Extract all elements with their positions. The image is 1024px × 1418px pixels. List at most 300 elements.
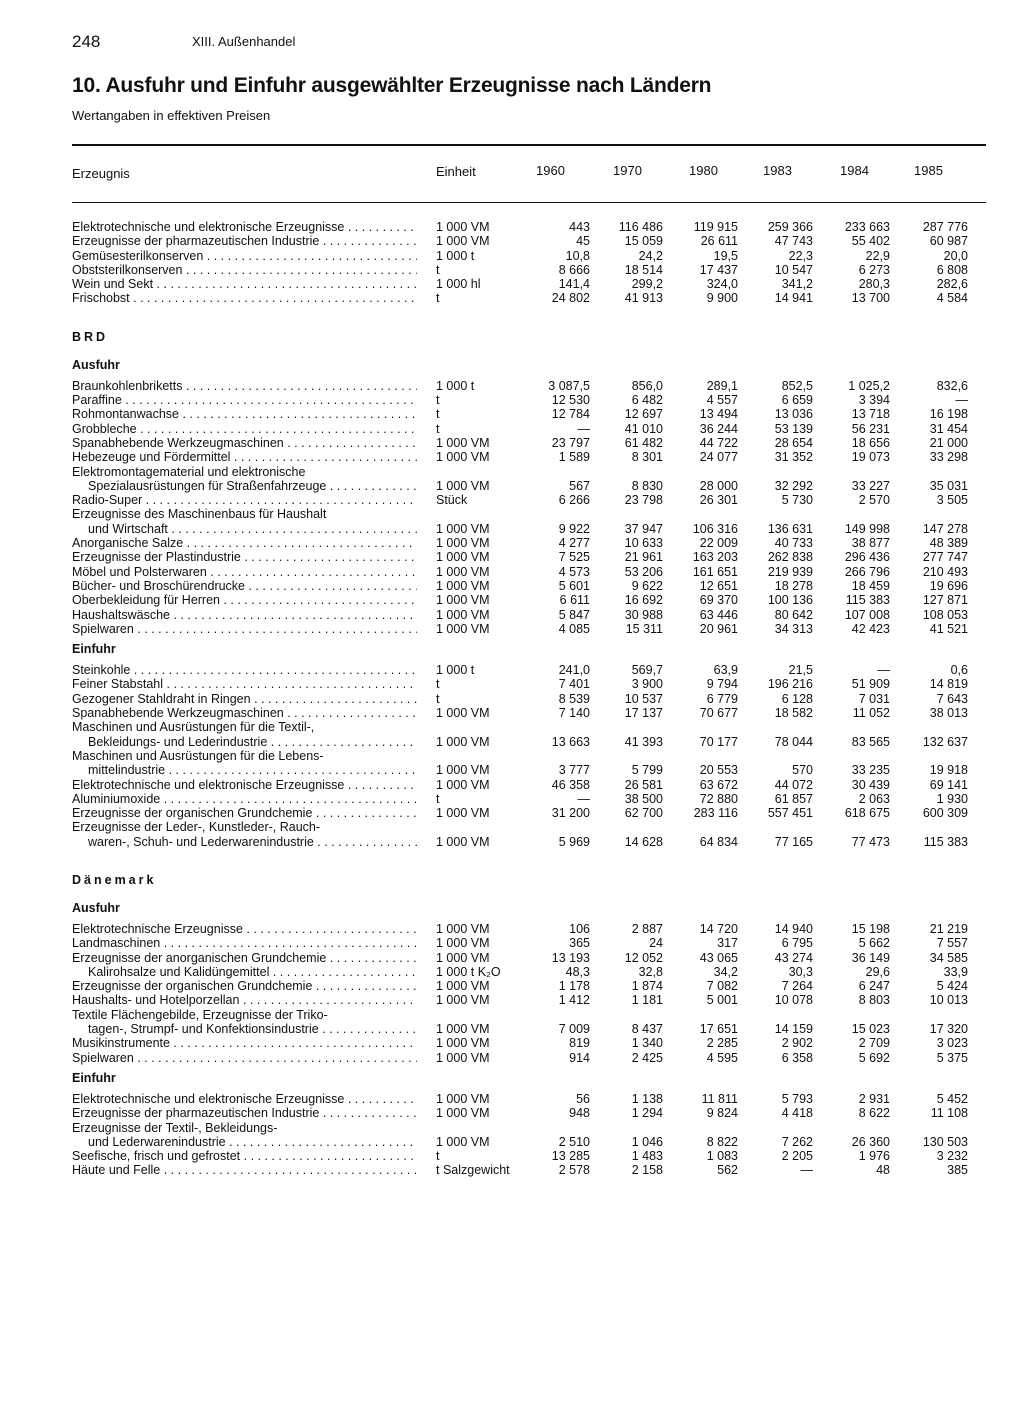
value-cell: 5 730: [781, 493, 813, 508]
unit-cell: 1 000 VM: [436, 536, 490, 551]
value-cell: 12 784: [551, 407, 590, 422]
value-cell: 567: [569, 478, 590, 493]
value-cell: 5 847: [558, 607, 590, 622]
value-cell: 116 486: [618, 220, 663, 234]
table-row: [0, 493, 1024, 507]
value-cell: 2 887: [631, 921, 663, 936]
product-label: Häute und Felle . . .: [72, 1163, 417, 1177]
value-cell: 38 013: [929, 706, 968, 721]
value-cell: 18 514: [624, 262, 663, 277]
column-header-1960: 1960: [536, 163, 565, 178]
value-cell: 9 922: [558, 521, 590, 536]
unit-cell: 1 000 VM: [436, 834, 490, 849]
value-cell: 1 930: [936, 791, 968, 806]
value-cell: 34,2: [713, 964, 738, 979]
table-row: [0, 749, 1024, 763]
value-cell: 30 439: [851, 777, 890, 792]
table-row: [0, 479, 1024, 493]
value-cell: 41 521: [929, 621, 968, 636]
value-cell: 280,3: [858, 277, 890, 292]
value-cell: 33 227: [851, 478, 890, 493]
value-cell: 10 078: [774, 993, 813, 1008]
value-cell: 5 375: [936, 1050, 968, 1065]
product-label: Frischobst . . .: [72, 291, 417, 305]
unit-cell: 1 000 t: [436, 663, 475, 678]
value-cell: 72 880: [699, 791, 738, 806]
value-cell: 69 141: [929, 777, 968, 792]
value-cell: 262 838: [767, 550, 813, 565]
value-cell: 11 108: [930, 1106, 968, 1121]
unit-cell: t: [436, 677, 440, 692]
value-cell: 7 262: [781, 1134, 813, 1149]
value-cell: 2 931: [858, 1091, 890, 1106]
value-cell: 4 584: [936, 291, 968, 306]
value-cell: —: [800, 1163, 813, 1178]
table-row: [0, 835, 1024, 849]
product-label: Seefische, frisch und gefrostet . . .: [72, 1149, 417, 1163]
product-label: Elektrotechnische und elektronische Erzeugnisse . . .: [72, 778, 417, 792]
value-cell: 557 451: [767, 806, 813, 821]
unit-cell: 1 000 VM: [436, 550, 490, 565]
unit-cell: 1 000 t: [436, 248, 475, 263]
product-label: waren-, Schuh- und Lederwarenindustrie . . .: [88, 835, 417, 849]
product-label: Erzeugnisse der Textil-, Bekleidungs-: [72, 1120, 278, 1135]
value-cell: 569,7: [631, 663, 663, 678]
spacer: [0, 849, 1024, 865]
value-cell: 18 582: [774, 706, 813, 721]
value-cell: 296 436: [844, 550, 890, 565]
value-cell: 47 743: [774, 234, 813, 249]
unit-cell: 1 000 VM: [436, 1106, 490, 1121]
unit-cell: 1 000 VM: [436, 806, 490, 821]
table-row: [0, 220, 1024, 234]
value-cell: 26 611: [700, 234, 738, 249]
value-cell: 7 557: [936, 936, 968, 951]
value-cell: 241,0: [558, 663, 590, 678]
value-cell: 10 633: [624, 536, 663, 551]
table-row: [0, 436, 1024, 450]
unit-cell: 1 000 t: [436, 378, 475, 393]
product-label: Bücher- und Broschürendrucke . . .: [72, 579, 417, 593]
value-cell: 33 235: [851, 763, 890, 778]
direction-name: Einfuhr: [72, 642, 116, 657]
value-cell: 7 525: [558, 550, 590, 565]
unit-cell: 1 000 VM: [436, 1036, 490, 1051]
column-header-erzeugnis: Erzeugnis: [72, 166, 130, 181]
product-label: Spielwaren . . .: [72, 1051, 417, 1065]
value-cell: 2 578: [558, 1163, 590, 1178]
value-cell: 0,6: [950, 663, 968, 678]
table-row: [0, 593, 1024, 607]
country-heading: [0, 865, 1024, 895]
value-cell: 15 023: [851, 1022, 890, 1037]
direction-heading: [0, 636, 1024, 663]
value-cell: 20 553: [699, 763, 738, 778]
value-cell: 210 493: [922, 564, 968, 579]
unit-cell: t: [436, 1149, 440, 1164]
unit-cell: 1 000 VM: [436, 435, 490, 450]
value-cell: 13 700: [851, 291, 890, 306]
table-row: [0, 1051, 1024, 1065]
unit-cell: 1 000 VM: [436, 1134, 490, 1149]
value-cell: 10,8: [565, 248, 590, 263]
column-header-1983: 1983: [763, 163, 792, 178]
value-cell: 63 446: [699, 607, 738, 622]
value-cell: 28 654: [774, 435, 813, 450]
product-label: Spielwaren . . .: [72, 622, 417, 636]
unit-cell: 1 000 VM: [436, 706, 490, 721]
unit-cell: 1 000 VM: [436, 734, 490, 749]
table-row: [0, 1106, 1024, 1120]
value-cell: 7 140: [558, 706, 590, 721]
value-cell: 55 402: [851, 234, 890, 249]
value-cell: 852,5: [781, 378, 813, 393]
product-label: Grobbleche . . .: [72, 422, 417, 436]
product-label: Rohmontanwachse . . .: [72, 407, 417, 421]
product-label: Oberbekleidung für Herren . . .: [72, 593, 417, 607]
value-cell: 8 301: [631, 450, 663, 465]
table-row: [0, 922, 1024, 936]
product-label: Haushaltswäsche . . .: [72, 608, 417, 622]
value-cell: 7 031: [858, 691, 890, 706]
direction-name: Ausfuhr: [72, 357, 120, 372]
value-cell: 56 231: [851, 421, 890, 436]
value-cell: 17 651: [699, 1022, 738, 1037]
unit-cell: 1 000 VM: [436, 763, 490, 778]
value-cell: 61 482: [624, 435, 663, 450]
product-label: Gemüsesterilkonserven . . .: [72, 249, 417, 263]
product-label: Braunkohlenbriketts . . .: [72, 379, 417, 393]
value-cell: 20 961: [699, 621, 738, 636]
value-cell: 600 309: [922, 806, 968, 821]
value-cell: 6 659: [781, 393, 813, 408]
value-cell: 6 482: [631, 393, 663, 408]
value-cell: 4 418: [781, 1106, 813, 1121]
value-cell: 443: [569, 220, 590, 234]
value-cell: 819: [569, 1036, 590, 1051]
value-cell: 6 273: [858, 262, 890, 277]
product-label: Bekleidungs- und Lederindustrie . . .: [88, 735, 417, 749]
value-cell: 14 940: [774, 921, 813, 936]
value-cell: 34 585: [929, 950, 968, 965]
value-cell: 10 547: [774, 262, 813, 277]
value-cell: 61 857: [774, 791, 813, 806]
value-cell: 19 696: [929, 578, 968, 593]
value-cell: 127 871: [922, 593, 968, 608]
value-cell: 7 643: [936, 691, 968, 706]
product-label: Erzeugnisse des Maschinenbaus für Haushalt: [72, 507, 327, 522]
value-cell: 149 998: [844, 521, 890, 536]
value-cell: 7 009: [558, 1022, 590, 1037]
value-cell: 6 779: [706, 691, 738, 706]
value-cell: 46 358: [551, 777, 590, 792]
value-cell: 106: [569, 921, 590, 936]
value-cell: 17 437: [699, 262, 738, 277]
value-cell: 22,9: [865, 248, 890, 263]
table-row: [0, 507, 1024, 521]
value-cell: 62 700: [624, 806, 663, 821]
value-cell: 14 941: [774, 291, 813, 306]
table-row: [0, 1036, 1024, 1050]
table-row: [0, 706, 1024, 720]
unit-cell: Stück: [436, 493, 468, 508]
value-cell: 266 796: [844, 564, 890, 579]
value-cell: 4 085: [558, 621, 590, 636]
value-cell: 18 278: [774, 578, 813, 593]
table-row: [0, 550, 1024, 564]
unit-cell: 1 000 VM: [436, 521, 490, 536]
value-cell: 6 128: [781, 691, 813, 706]
product-label: Anorganische Salze . . .: [72, 536, 417, 550]
unit-cell: 1 000 VM: [436, 593, 490, 608]
value-cell: —: [577, 421, 590, 436]
value-cell: 44 722: [699, 435, 738, 450]
direction-name: Ausfuhr: [72, 900, 120, 915]
value-cell: 141,4: [558, 277, 590, 292]
value-cell: 1 483: [631, 1149, 663, 1164]
value-cell: 3 777: [558, 763, 590, 778]
unit-cell: t: [436, 393, 440, 408]
value-cell: 5 692: [858, 1050, 890, 1065]
value-cell: 570: [792, 763, 813, 778]
value-cell: 1 025,2: [848, 378, 890, 393]
value-cell: 2 158: [631, 1163, 663, 1178]
value-cell: 100 136: [767, 593, 813, 608]
value-cell: 31 200: [551, 806, 590, 821]
value-cell: 115 383: [845, 593, 890, 608]
value-cell: 1 178: [558, 979, 590, 994]
unit-cell: 1 000 VM: [436, 1091, 490, 1106]
value-cell: 948: [569, 1106, 590, 1121]
value-cell: 219 939: [767, 564, 813, 579]
value-cell: 30,3: [788, 964, 813, 979]
product-label: Feiner Stabstahl . . .: [72, 677, 417, 691]
value-cell: 77 473: [851, 834, 890, 849]
value-cell: 12 651: [699, 578, 738, 593]
value-cell: 108 053: [922, 607, 968, 622]
value-cell: 5 793: [781, 1091, 813, 1106]
product-label: Haushalts- und Hotelporzellan . . .: [72, 993, 417, 1007]
spacer: [0, 306, 1024, 322]
value-cell: 69 370: [699, 593, 738, 608]
product-label: tagen-, Strumpf- und Konfektionsindustrie . . .: [88, 1022, 417, 1036]
value-cell: 5 662: [858, 936, 890, 951]
value-cell: 21,5: [788, 663, 813, 678]
column-header-1985: 1985: [914, 163, 943, 178]
value-cell: 14 159: [774, 1022, 813, 1037]
value-cell: 6 266: [558, 493, 590, 508]
value-cell: 2 510: [558, 1134, 590, 1149]
value-cell: 115 383: [923, 834, 968, 849]
value-cell: 26 360: [851, 1134, 890, 1149]
table-body: [0, 220, 1024, 1178]
product-label: Paraffine . . .: [72, 393, 417, 407]
value-cell: 10 537: [624, 691, 663, 706]
value-cell: 42 423: [851, 621, 890, 636]
value-cell: 7 264: [781, 979, 813, 994]
unit-cell: 1 000 VM: [436, 220, 490, 234]
value-cell: 63,9: [713, 663, 738, 678]
column-header-1970: 1970: [613, 163, 642, 178]
value-cell: 277 747: [922, 550, 968, 565]
value-cell: 18 656: [851, 435, 890, 450]
value-cell: 289,1: [706, 378, 738, 393]
table-row: [0, 393, 1024, 407]
unit-cell: 1 000 VM: [436, 993, 490, 1008]
section-title: XIII. Außenhandel: [192, 34, 296, 49]
value-cell: 33,9: [943, 964, 968, 979]
table-row: [0, 965, 1024, 979]
value-cell: 15 198: [851, 921, 890, 936]
header-rule: [72, 202, 986, 203]
value-cell: 9 900: [706, 291, 738, 306]
value-cell: 8 822: [706, 1134, 738, 1149]
value-cell: 2 570: [858, 493, 890, 508]
value-cell: 24 802: [551, 291, 590, 306]
value-cell: 18 459: [851, 578, 890, 593]
column-header-einheit: Einheit: [436, 164, 476, 179]
unit-cell: t: [436, 262, 440, 277]
value-cell: 1 589: [558, 450, 590, 465]
product-label: Spanabhebende Werkzeugmaschinen . . .: [72, 706, 417, 720]
value-cell: 21 219: [929, 921, 968, 936]
unit-cell: 1 000 VM: [436, 478, 490, 493]
value-cell: 13 494: [699, 407, 738, 422]
value-cell: 15 311: [625, 621, 663, 636]
unit-cell: t: [436, 291, 440, 306]
table-row: [0, 677, 1024, 691]
unit-cell: 1 000 VM: [436, 936, 490, 951]
value-cell: 36 244: [699, 421, 738, 436]
value-cell: 56: [576, 1091, 590, 1106]
value-cell: 70 677: [699, 706, 738, 721]
table-row: [0, 720, 1024, 734]
value-cell: 106 316: [692, 521, 738, 536]
table-row: [0, 407, 1024, 421]
value-cell: 6 247: [858, 979, 890, 994]
unit-cell: 1 000 VM: [436, 621, 490, 636]
value-cell: 365: [569, 936, 590, 951]
value-cell: 2 063: [858, 791, 890, 806]
value-cell: 34 313: [774, 621, 813, 636]
product-label: Maschinen und Ausrüstungen für die Textil-,: [72, 720, 315, 735]
value-cell: 7 082: [706, 979, 738, 994]
value-cell: 17 320: [929, 1022, 968, 1037]
value-cell: 1 083: [706, 1149, 738, 1164]
value-cell: 5 969: [558, 834, 590, 849]
unit-cell: 1 000 VM: [436, 607, 490, 622]
value-cell: 11 811: [701, 1091, 738, 1106]
value-cell: 36 149: [851, 950, 890, 965]
value-cell: 64 834: [699, 834, 738, 849]
table-row: [0, 291, 1024, 305]
value-cell: 9 794: [706, 677, 738, 692]
product-label: Landmaschinen . . .: [72, 936, 417, 950]
table-row: [0, 536, 1024, 550]
value-cell: 341,2: [781, 277, 813, 292]
value-cell: 77 165: [774, 834, 813, 849]
table-row: [0, 234, 1024, 248]
value-cell: 43 065: [699, 950, 738, 965]
value-cell: 8 622: [858, 1106, 890, 1121]
unit-cell: t: [436, 407, 440, 422]
value-cell: 4 573: [558, 564, 590, 579]
value-cell: 5 601: [558, 578, 590, 593]
product-label: Elektrotechnische Erzeugnisse . . .: [72, 922, 417, 936]
value-cell: 5 452: [936, 1091, 968, 1106]
table-row: [0, 465, 1024, 479]
value-cell: 13 285: [551, 1149, 590, 1164]
table-row: [0, 565, 1024, 579]
unit-cell: 1 000 VM: [436, 564, 490, 579]
product-label: Erzeugnisse der Leder-, Kunstleder-, Rauch-: [72, 820, 321, 835]
product-label: Erzeugnisse der organischen Grundchemie . . .: [72, 979, 417, 993]
value-cell: 259 366: [767, 220, 813, 234]
value-cell: 38 877: [851, 536, 890, 551]
value-cell: 24,2: [638, 248, 663, 263]
value-cell: 1 412: [558, 993, 590, 1008]
value-cell: 1 976: [858, 1149, 890, 1164]
direction-name: Einfuhr: [72, 1070, 116, 1085]
table-row: [0, 663, 1024, 677]
value-cell: 1 294: [631, 1106, 663, 1121]
product-label: Erzeugnisse der pharmazeutischen Industrie . . .: [72, 1106, 417, 1120]
value-cell: 31 352: [774, 450, 813, 465]
product-label: Radio-Super . . .: [72, 493, 417, 507]
country-name: BRD: [72, 329, 109, 344]
value-cell: 8 830: [631, 478, 663, 493]
country-heading: [0, 322, 1024, 352]
value-cell: 21 961: [624, 550, 663, 565]
value-cell: 2 709: [858, 1036, 890, 1051]
value-cell: 26 301: [699, 493, 738, 508]
unit-cell: t: [436, 691, 440, 706]
value-cell: 45: [576, 234, 590, 249]
product-label: Gezogener Stahldraht in Ringen . . .: [72, 692, 417, 706]
value-cell: 80 642: [774, 607, 813, 622]
value-cell: 287 776: [922, 220, 968, 234]
value-cell: 4 557: [706, 393, 738, 408]
value-cell: 26 581: [624, 777, 663, 792]
value-cell: 22 009: [699, 536, 738, 551]
value-cell: 8 803: [858, 993, 890, 1008]
value-cell: 41 010: [624, 421, 663, 436]
value-cell: 48: [876, 1163, 890, 1178]
value-cell: 14 819: [929, 677, 968, 692]
value-cell: 40 733: [774, 536, 813, 551]
value-cell: 2 205: [781, 1149, 813, 1164]
page-number: 248: [72, 32, 101, 51]
value-cell: 3 505: [936, 493, 968, 508]
table-row: [0, 692, 1024, 706]
unit-cell: t: [436, 421, 440, 436]
unit-cell: 1 000 VM: [436, 1022, 490, 1037]
value-cell: 29,6: [865, 964, 890, 979]
table-row: [0, 1149, 1024, 1163]
value-cell: 161 651: [692, 564, 738, 579]
value-cell: 13 663: [551, 734, 590, 749]
table-row: [0, 450, 1024, 464]
value-cell: 6 611: [559, 593, 590, 608]
product-label: Wein und Sekt . . .: [72, 277, 417, 291]
table-row: [0, 951, 1024, 965]
table-subtitle: Wertangaben in effektiven Preisen: [72, 108, 271, 123]
value-cell: 385: [947, 1163, 968, 1178]
unit-cell: 1 000 VM: [436, 1050, 490, 1065]
table-row: [0, 1008, 1024, 1022]
value-cell: 8 437: [631, 1022, 663, 1037]
value-cell: 33 298: [929, 450, 968, 465]
